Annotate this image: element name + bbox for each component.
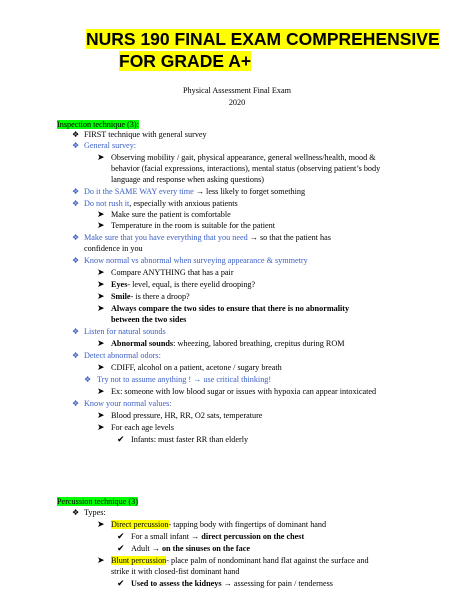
inspection-item: Try not to assume anything ! → use critical thinking!	[97, 375, 272, 384]
arrow-bullet-icon: ➤	[97, 268, 105, 278]
diamond-bullet-icon: ❖	[72, 233, 80, 242]
inspection-item: between the two sides	[111, 315, 187, 324]
arrow-bullet-icon: ➤	[97, 423, 105, 433]
inspection-item: Detect abnormal odors:	[84, 351, 161, 360]
inspection-item: Do it the SAME WAY every time → less likely to forget something	[84, 187, 306, 196]
diamond-bullet-icon: ❖	[72, 327, 80, 336]
arrow-bullet-icon: ➤	[97, 339, 105, 349]
diamond-bullet-icon: ❖	[72, 508, 80, 517]
percussion-heading: Percussion technique (3)	[57, 497, 138, 506]
diamond-bullet-icon: ❖	[72, 256, 80, 265]
diamond-bullet-icon: ❖	[72, 351, 80, 360]
inspection-item: Blood pressure, HR, RR, O2 sats, temperature	[111, 411, 263, 420]
inspection-item: behavior (facial expressions, interactions), mental status (observing patient’s body	[111, 164, 381, 173]
check-bullet-icon: ✔	[117, 544, 125, 554]
arrow-bullet-icon: ➤	[97, 280, 105, 290]
inspection-item: For each age levels	[111, 423, 174, 432]
percussion-item: Types:	[84, 508, 106, 517]
inspection-item: Do not rush it, especially with anxious patients	[84, 199, 238, 208]
inspection-item: Always compare the two sides to ensure that there is no abnormality	[111, 304, 350, 313]
inspection-item: Abnormal sounds: wheezing, labored breathing, crepitus during ROM	[111, 339, 345, 348]
inspection-item: Make sure that you have everything that you need → so that the patient has	[84, 233, 331, 242]
percussion-item: Adult → on the sinuses on the face	[131, 544, 250, 553]
arrow-bullet-icon: ➤	[97, 363, 105, 373]
inspection-item: FIRST technique with general survey	[84, 130, 207, 139]
inspection-item: language and response when asking questions)	[111, 175, 265, 184]
inspection-item: Ex: someone with low blood sugar or issues with hypoxia can appear intoxicated	[111, 387, 377, 396]
diamond-bullet-icon: ❖	[72, 199, 80, 208]
percussion-item: strike it with closed-fist dominant hand	[111, 567, 240, 576]
inspection-item: confidence in you	[84, 244, 143, 253]
percussion-item: Blunt percussion- place palm of nondominant hand flat against the surface and	[111, 556, 369, 565]
arrow-bullet-icon: ➤	[97, 292, 105, 302]
inspection-item: Compare ANYTHING that has a pair	[111, 268, 234, 277]
diamond-bullet-icon: ❖	[72, 399, 80, 408]
inspection-item: Smile- is there a droop?	[111, 292, 190, 301]
inspection-item: CDIFF, alcohol on a patient, acetone / sugary breath	[111, 363, 282, 372]
arrow-bullet-icon: ➤	[97, 411, 105, 421]
arrow-bullet-icon: ➤	[97, 387, 105, 397]
inspection-item: Eyes- level, equal, is there eyelid drooping?	[111, 280, 256, 289]
inspection-item: Temperature in the room is suitable for the patient	[111, 221, 276, 230]
arrow-bullet-icon: ➤	[97, 210, 105, 220]
inspection-item: Listen for natural sounds	[84, 327, 166, 336]
inspection-item: General survey:	[84, 141, 137, 150]
percussion-item: Direct percussion- tapping body with fingertips of dominant hand	[111, 520, 327, 529]
inspection-item: Know your normal values:	[84, 399, 172, 408]
inspection-item: Know normal vs abnormal when surveying appearance & symmetry	[84, 256, 308, 265]
arrow-bullet-icon: ➤	[97, 520, 105, 530]
diamond-bullet-icon: ❖	[72, 187, 80, 196]
inspection-item: Observing mobility / gait, physical appearance, general wellness/health, mood &	[111, 153, 376, 162]
diamond-bullet-icon: ❖	[84, 375, 92, 384]
arrow-bullet-icon: ➤	[97, 153, 105, 163]
arrow-bullet-icon: ➤	[97, 304, 105, 314]
subtitle-line-2: 2020	[228, 98, 246, 107]
check-bullet-icon: ✔	[117, 532, 125, 542]
check-bullet-icon: ✔	[117, 579, 125, 589]
document-title-line-1: NURS 190 FINAL EXAM COMPREHENSIVE	[86, 29, 440, 49]
subtitle-line-1: Physical Assessment Final Exam	[182, 86, 292, 95]
inspection-heading: Inspection technique (3):	[57, 120, 139, 129]
inspection-item: Make sure the patient is comfortable	[111, 210, 231, 219]
check-bullet-icon: ✔	[117, 435, 125, 445]
inspection-item: Infants: must faster RR than elderly	[131, 435, 249, 444]
arrow-bullet-icon: ➤	[97, 556, 105, 566]
diamond-bullet-icon: ❖	[72, 130, 80, 139]
document-title-line-2: FOR GRADE A+	[119, 51, 252, 71]
diamond-bullet-icon: ❖	[72, 141, 80, 150]
percussion-item: Used to assess the kidneys → assessing for pain / tenderness	[131, 579, 333, 588]
arrow-bullet-icon: ➤	[97, 221, 105, 231]
percussion-item: For a small infant → direct percussion on the chest	[131, 532, 305, 541]
